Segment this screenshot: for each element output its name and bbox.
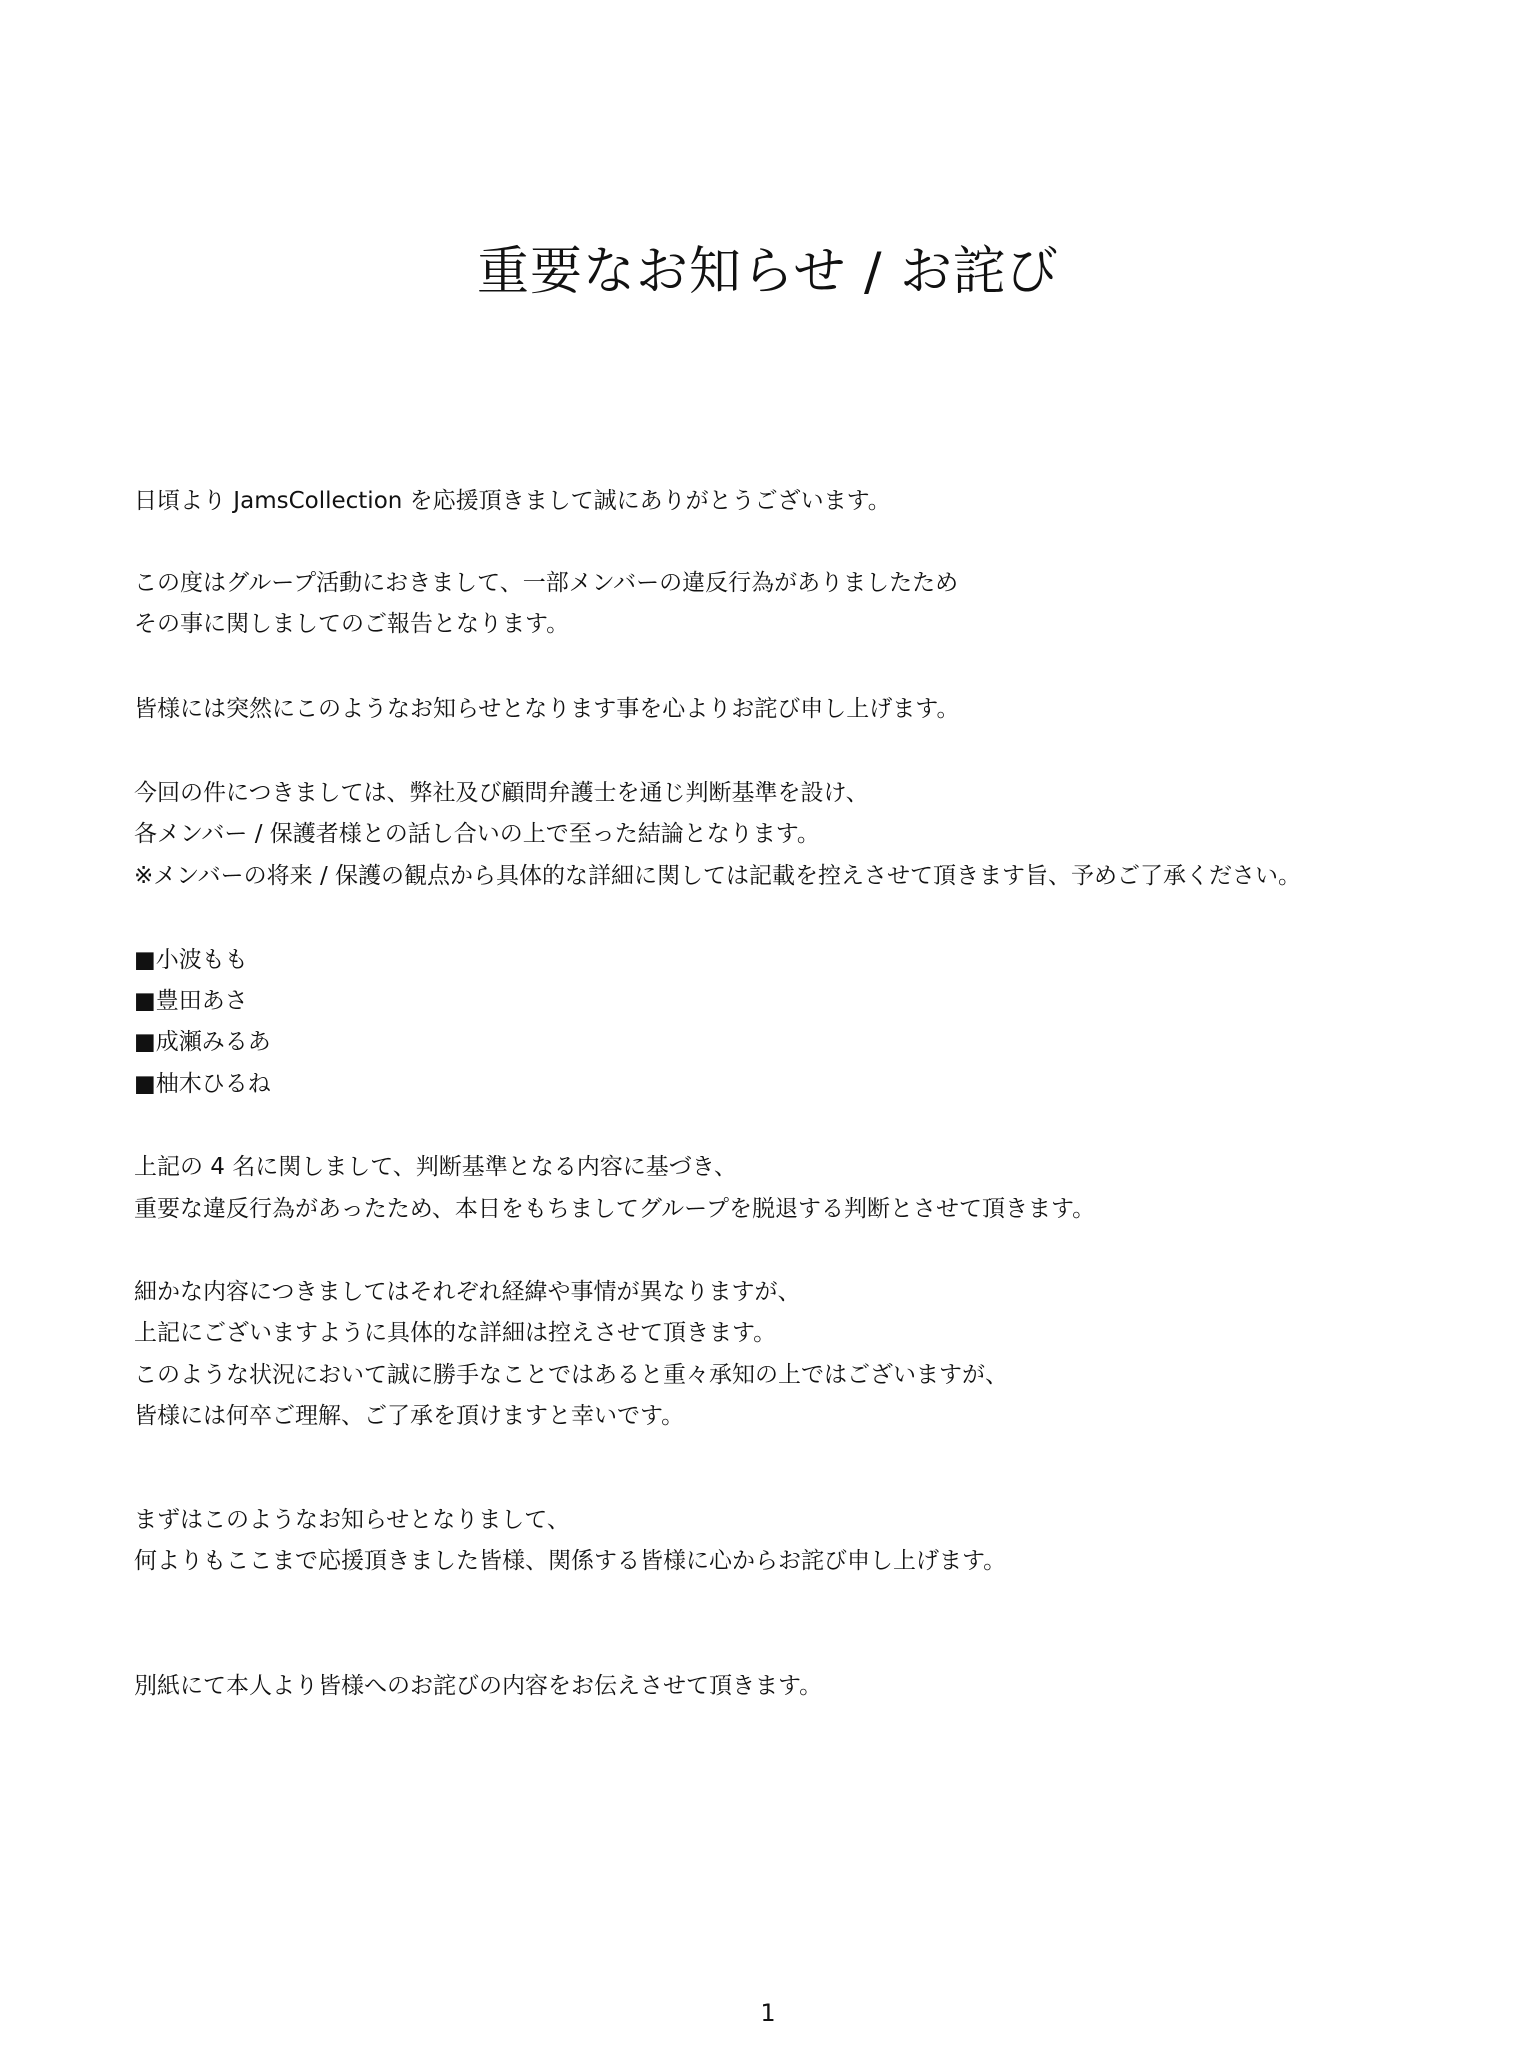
member-list-item-4: ■柚木ひるね (134, 1071, 271, 1097)
detail-line-4: 皆様には何卒ご理解、ご了承を頂けますと幸いです。 (134, 1403, 685, 1429)
basis-line-2: 各メンバー / 保護者様との話し合いの上で至った結論となります。 (134, 821, 820, 847)
apology-line: 皆様には突然にこのようなお知らせとなります事を心よりお詫び申し上げます。 (134, 696, 960, 722)
greeting-line: 日頃より JamsCollection を応援頂きまして誠にありがとうございます。 (134, 488, 891, 514)
member-list-item-1: ■小波もも (134, 947, 248, 973)
basis-line-3: ※メンバーの将来 / 保護の観点から具体的な詳細に関しては記載を控えさせて頂きます旨、予めご了承ください。 (134, 863, 1302, 889)
intro-line-2: その事に関しましてのご報告となります。 (134, 611, 570, 637)
decision-line-2: 重要な違反行為があったため、本日をもちましてグループを脱退する判断とさせて頂きます。 (134, 1196, 1096, 1222)
basis-line-1: 今回の件につきましては、弊社及び顧問弁護士を通じ判断基準を設け、 (134, 780, 869, 806)
member-list-item-2: ■豊田あさ (134, 988, 248, 1014)
intro-line-1: この度はグループ活動におきまして、一部メンバーの違反行為がありましたため (134, 570, 959, 596)
detail-line-3: このような状況において誠に勝手なことではあると重々承知の上ではございますが、 (134, 1362, 1008, 1388)
detail-line-2: 上記にございますように具体的な詳細は控えさせて頂きます。 (134, 1320, 777, 1346)
member-list-item-3: ■成瀬みるあ (134, 1029, 271, 1055)
decision-line-1: 上記の 4 名に関しまして、判断基準となる内容に基づき、 (134, 1154, 737, 1180)
closing-line-1: まずはこのようなお知らせとなりまして、 (134, 1507, 570, 1533)
page-number: 1 (760, 1999, 776, 2027)
document-title: 重要なお知らせ / お詫び (476, 242, 1060, 302)
closing-line-2: 何よりもここまで応援頂きました皆様、関係する皆様に心からお詫び申し上げます。 (134, 1548, 1007, 1574)
separate-notice-line: 別紙にて本人より皆様へのお詫びの内容をお伝えさせて頂きます。 (134, 1673, 823, 1699)
detail-line-1: 細かな内容につきましてはそれぞれ経緯や事情が異なりますが、 (134, 1279, 801, 1305)
